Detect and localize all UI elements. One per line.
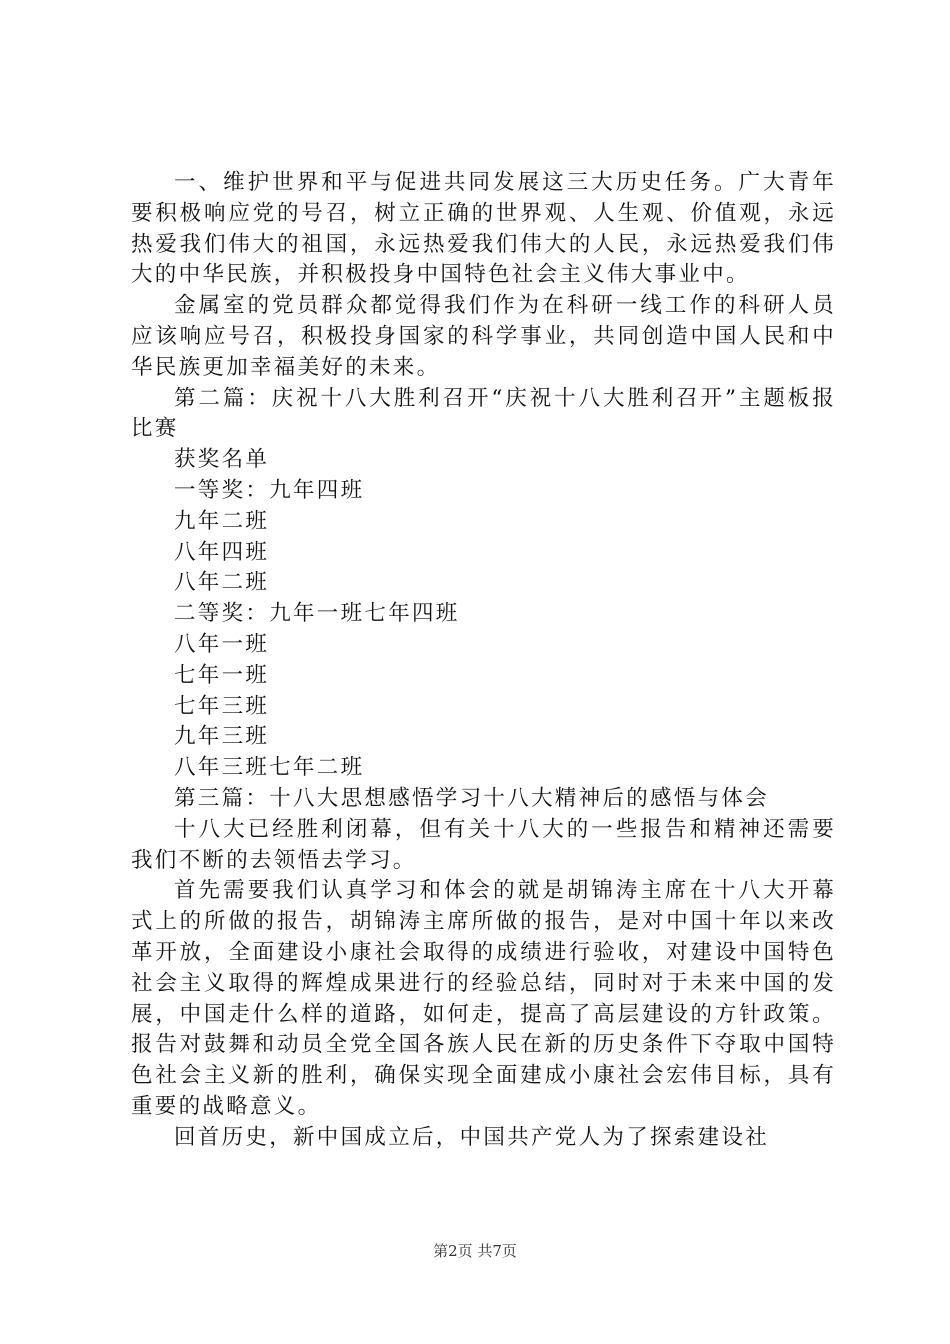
paragraph-history: 回首历史，新中国成立后，中国共产党人为了探索建设社	[174, 1124, 770, 1150]
award-class-line: 八年四班	[174, 539, 270, 565]
award-class-line: 七年一班	[174, 662, 270, 688]
document-body	[131, 168, 836, 1154]
award-class-line: 九年二班	[174, 508, 270, 534]
award-second-prize: 二等奖：九年一班七年四班	[174, 601, 460, 627]
award-class-line: 八年一班	[174, 631, 270, 657]
award-class-line: 八年二班	[174, 570, 270, 596]
award-class-line: 八年三班七年二班	[174, 755, 365, 781]
award-class-line: 七年三班	[174, 693, 270, 719]
award-list-title: 获奖名单	[174, 447, 270, 473]
paragraph-metal-lab: 金属室的党员群众都觉得我们作为在科研一线工作的科研人员应该响应号召，积极投身国家的科学事业，共同创造中国人民和中华民族更加幸福美好的未来。	[131, 293, 836, 380]
paragraph-tasks: 一、维护世界和平与促进共同发展这三大历史任务。广大青年要积极响应党的号召，树立正确的世界观、人生观、价值观，永远热爱我们伟大的祖国，永远热爱我们伟大的人民，永远热爱我们伟大的中华民族，并积极投身中国特色社会主义伟大事业中。	[131, 170, 836, 288]
award-class-line: 九年三班	[174, 724, 270, 750]
paragraph-closing: 十八大已经胜利闭幕，但有关十八大的一些报告和精神还需要我们不断的去领悟去学习。	[131, 816, 836, 873]
section-heading-part-three: 第三篇：十八大思想感悟学习十八大精神后的感悟与体会	[174, 785, 770, 811]
page-number-footer: 第2页 共7页	[433, 1242, 517, 1260]
award-first-prize: 一等奖：九年四班	[174, 477, 365, 503]
section-heading-part-two: 第二篇：庆祝十八大胜利召开“庆祝十八大胜利召开”主题板报比赛	[131, 385, 836, 442]
paragraph-report: 首先需要我们认真学习和体会的就是胡锦涛主席在十八大开幕式上的所做的报告，胡锦涛主席所做的报告，是对中国十年以来改革开放，全面建设小康社会取得的成绩进行验收，对建设中国特色社会主义取得的辉煌成果进行的经验总结，同时对于未来中国的发展，中国走什么样的道路，如何走，提高了高层建设的方针政策。报告对鼓舞和动员全党全国各族人民在新的历史条件下夺取中国特色社会主义新的胜利，确保实现全面建成小康社会宏伟目标，具有重要的战略意义。	[131, 878, 836, 1119]
